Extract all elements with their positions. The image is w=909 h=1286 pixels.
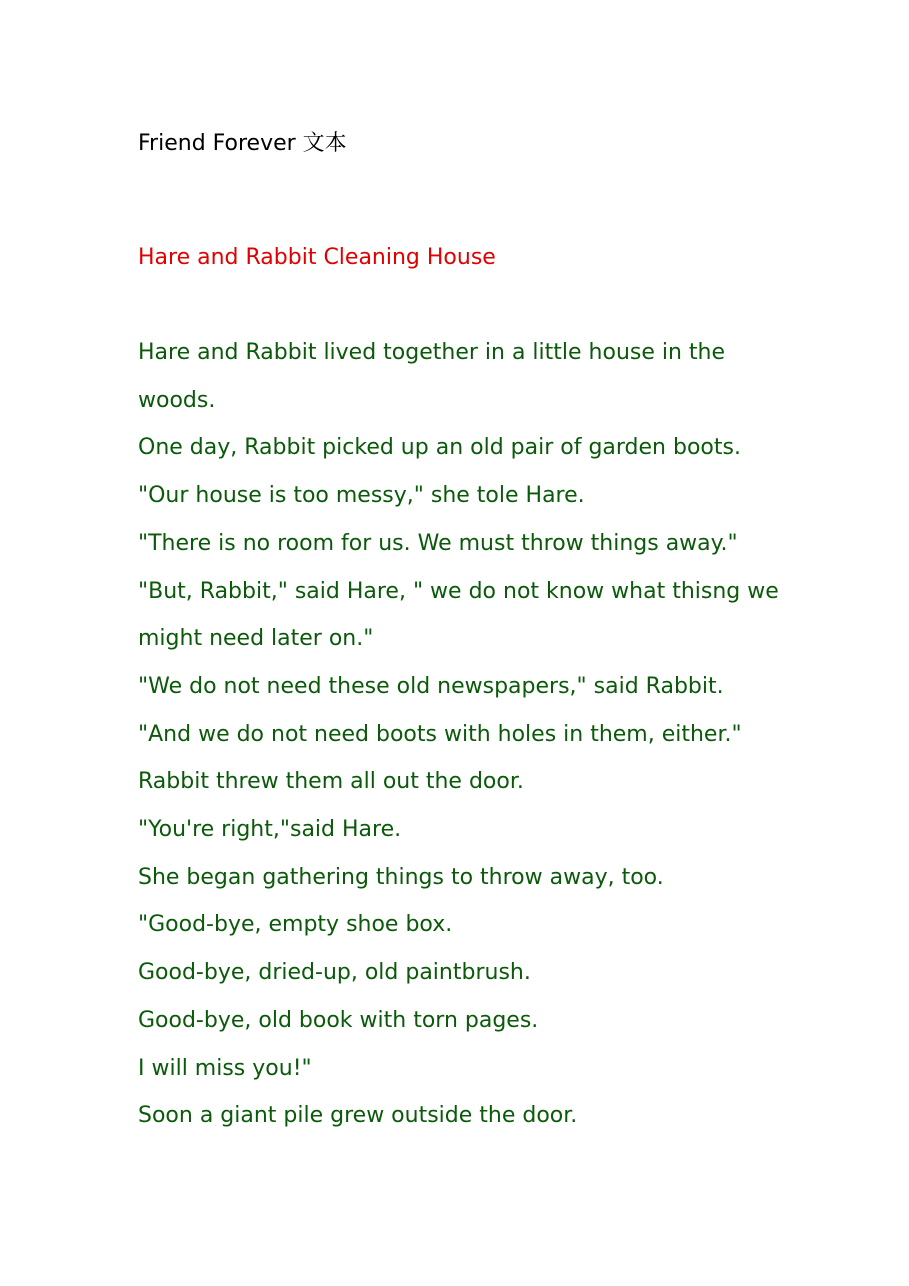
story-line: One day, Rabbit picked up an old pair of garden boots.: [138, 435, 741, 461]
document-title: Friend Forever 文本: [138, 131, 347, 156]
story-line: "There is no room for us. We must throw things away.": [138, 530, 738, 556]
story-line: I will miss you!": [138, 1055, 312, 1081]
story-body: [138, 329, 788, 1140]
story-line: Soon a giant pile grew outside the door.: [138, 1103, 578, 1129]
story-line: "But, Rabbit," said Hare, " we do not know what thisng we might need later on.": [138, 578, 779, 652]
story-line: Good-bye, dried-up, old paintbrush.: [138, 960, 531, 986]
story-line: "Good-bye, empty shoe box.: [138, 912, 453, 938]
story-line: "We do not need these old newspapers," said Rabbit.: [138, 673, 724, 699]
story-title: Hare and Rabbit Cleaning House: [138, 245, 496, 270]
story-line: "And we do not need boots with holes in them, either.": [138, 721, 742, 747]
story-line: Good-bye, old book with torn pages.: [138, 1007, 539, 1033]
story-line: She began gathering things to throw away, too.: [138, 864, 664, 890]
story-line: "Our house is too messy," she tole Hare.: [138, 483, 585, 509]
story-line: Rabbit threw them all out the door.: [138, 769, 524, 795]
story-line: Hare and Rabbit lived together in a little house in the woods.: [138, 340, 726, 413]
story-line: "You're right,"said Hare.: [138, 817, 402, 843]
